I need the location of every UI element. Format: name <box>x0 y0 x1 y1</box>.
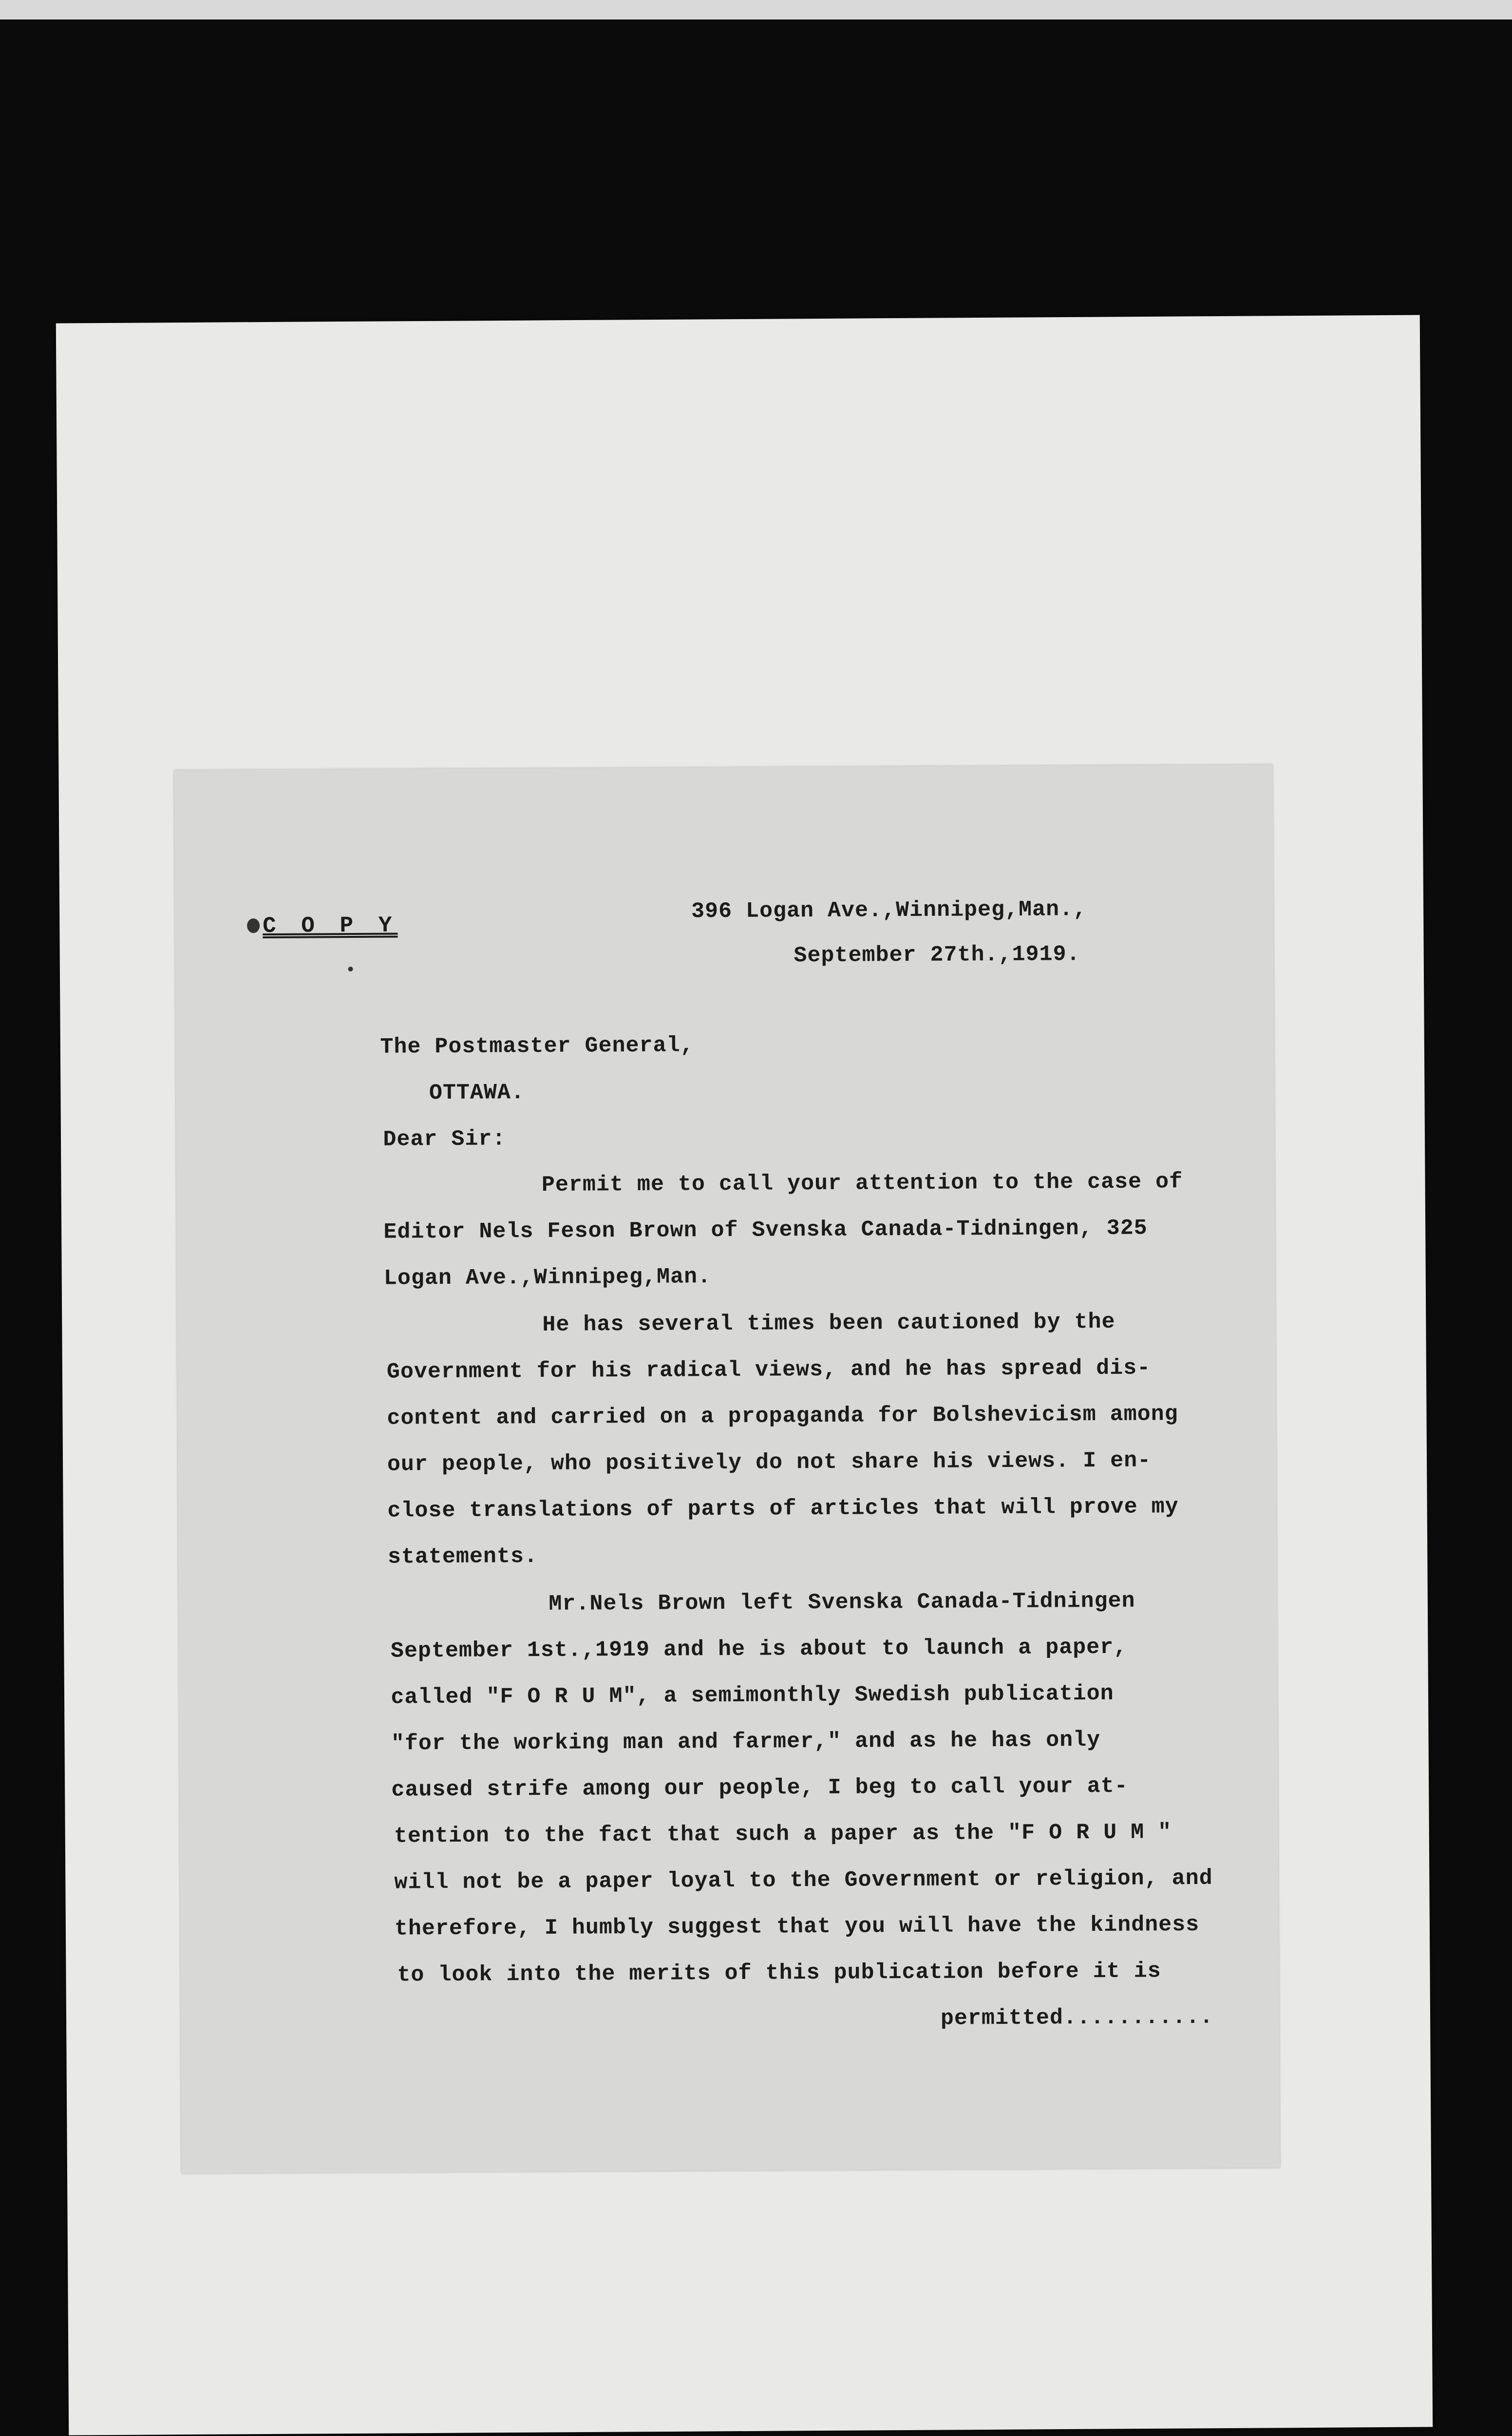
body-line: He has several times been cautioned by the <box>542 1309 1115 1337</box>
body-line: Mr.Nels Brown left Svenska Canada-Tidningen <box>548 1588 1135 1617</box>
copy-mark: C O P Y <box>263 913 398 939</box>
body-line: will not be a paper loyal to the Government or religion, and <box>394 1865 1213 1895</box>
film-top-strip <box>0 0 1512 19</box>
sender-address: 396 Logan Ave.,Winnipeg,Man., <box>691 897 1087 924</box>
body-line: Logan Ave.,Winnipeg,Man. <box>383 1264 712 1291</box>
body-line: called "F O R U M", a semimonthly Swedish publication <box>391 1681 1114 1710</box>
body-line: caused strife among our people, I beg to call your at- <box>391 1773 1128 1803</box>
body-line: Permit me to call your attention to the case of <box>541 1169 1183 1198</box>
body-line: content and carried on a propaganda for Bolshevicism among <box>387 1402 1178 1431</box>
letter-date: September 27th.,1919. <box>794 942 1080 969</box>
letter-sheet <box>174 764 1280 2173</box>
body-line: close translations of parts of articles that will prove my <box>387 1494 1179 1523</box>
body-line: our people, who positively do not share his views. I en- <box>387 1448 1152 1477</box>
recipient-city: OTTAWA. <box>429 1080 525 1106</box>
ink-dot <box>348 967 353 971</box>
body-line: to look into the merits of this publication before it is <box>397 1959 1161 1988</box>
body-line: tention to the fact that such a paper as the "F O R U M " <box>394 1820 1172 1849</box>
body-line: "for the working man and farmer," and as he has only <box>391 1727 1101 1756</box>
ink-blot <box>247 918 260 933</box>
body-line: Government for his radical views, and he has spread dis- <box>386 1355 1151 1385</box>
salutation: Dear Sir: <box>383 1126 506 1152</box>
body-line: Editor Nels Feson Brown of Svenska Canada-Tidningen, 325 <box>383 1216 1148 1245</box>
body-line: therefore, I humbly suggest that you will have the kindness <box>394 1912 1200 1941</box>
recipient-title: The Postmaster General, <box>380 1033 694 1060</box>
body-line: September 1st.,1919 and he is about to launch a paper, <box>390 1635 1128 1664</box>
body-line: statements. <box>387 1544 538 1570</box>
body-line: permitted........... <box>940 2004 1214 2031</box>
